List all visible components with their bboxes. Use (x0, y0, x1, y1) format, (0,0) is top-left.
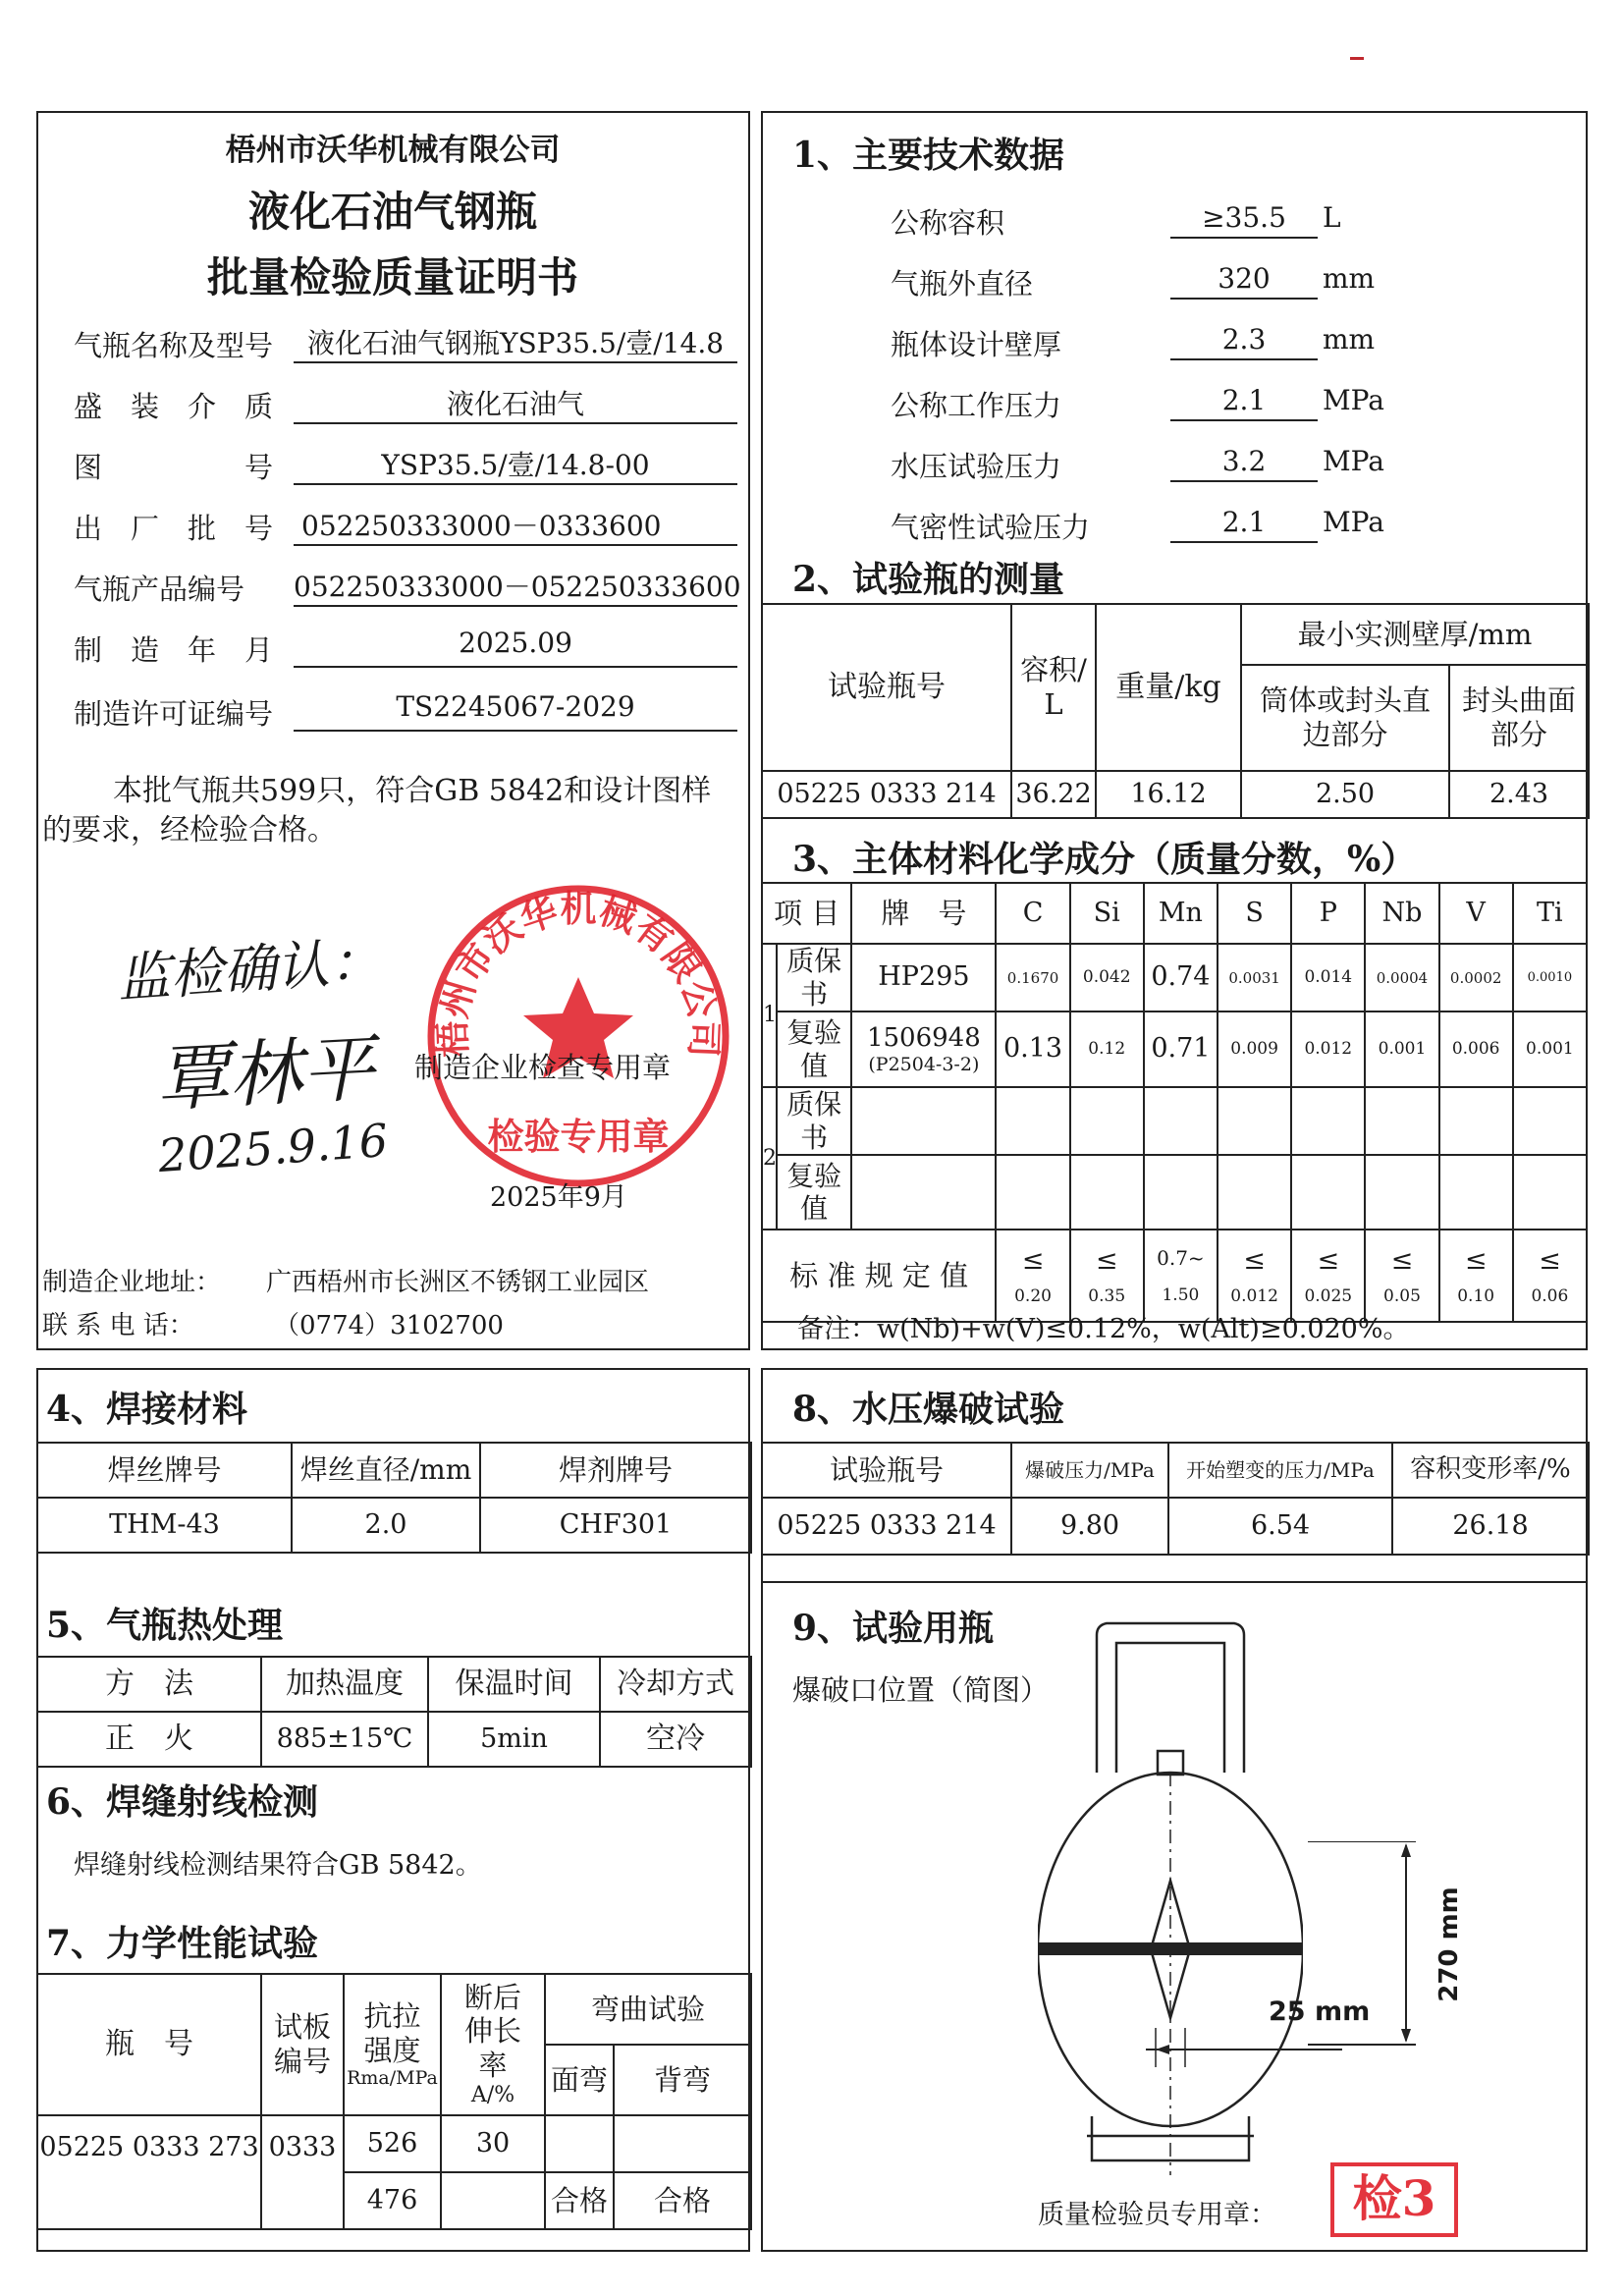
process-panel (36, 1368, 750, 2252)
chem-std-p-bottom: 0.025 (1304, 1286, 1353, 1307)
tech-unit-volume: L (1323, 201, 1341, 234)
chem-std-mn-top: 0.7~ (1157, 1246, 1205, 1271)
burst-header-deform: 容积变形率/% (1392, 1443, 1589, 1498)
chem-row-recheck-1: 复验值 (777, 1011, 851, 1087)
burst-section-title: 8、水压爆破试验 (792, 1389, 1065, 1430)
burst-value-deform: 26.18 (1392, 1498, 1589, 1555)
mech-header-back: 背弯 (614, 2045, 751, 2115)
chem-recheck1-grade-cell (851, 1011, 996, 1087)
mech-value-back-empty (614, 2115, 751, 2172)
burst-header-bottle: 试验瓶号 (762, 1443, 1011, 1498)
measure-table (761, 603, 1590, 819)
cylinder-diagram (1038, 1606, 1303, 2175)
tech-label-working-pressure: 公称工作压力 (891, 389, 1062, 422)
weld-section-title: 4、焊接材料 (46, 1389, 248, 1430)
measure-header-body: 筒体或封头直边部分 (1241, 665, 1449, 771)
chem-header-p: P (1291, 883, 1365, 944)
technical-panel (761, 111, 1588, 1350)
cert-title-1: 液化石油气钢瓶 (247, 188, 537, 236)
chem-cert1-v: 0.0002 (1439, 944, 1513, 1011)
measure-value-body: 2.50 (1241, 771, 1449, 818)
chem-std-p-top: ≤ (1317, 1244, 1340, 1276)
mech-value-tensile-1: 526 (344, 2115, 441, 2172)
chem-std-v-bottom: 0.10 (1457, 1286, 1495, 1307)
chem-cert2-empty (1218, 1087, 1291, 1155)
chem-recheck1-mn: 0.71 (1144, 1011, 1218, 1087)
field-value-license-no: TS2245067-2029 (294, 690, 737, 732)
heat-header-method: 方 法 (37, 1657, 261, 1712)
heat-header-cooling: 冷却方式 (600, 1657, 751, 1712)
address-value: 广西梧州市长洲区不锈钢工业园区 (266, 1268, 650, 1297)
mech-header-bottle: 瓶 号 (37, 1974, 261, 2115)
chem-std-c-top: ≤ (1021, 1244, 1045, 1276)
tech-value-working-pressure: 2.1 (1170, 384, 1318, 421)
field-value-manufacture-date: 2025.09 (294, 627, 737, 668)
heat-header-time: 保温时间 (428, 1657, 600, 1712)
chem-cert1-ti: 0.0010 (1513, 944, 1587, 1011)
test-panel (761, 1368, 1588, 2252)
field-value-drawing-no: YSP35.5/壹/14.8-00 (294, 444, 737, 485)
mech-header-plate: 试板编号 (261, 1974, 344, 2115)
chem-recheck1-c: 0.13 (996, 1011, 1069, 1087)
chem-header-c: C (996, 883, 1069, 944)
field-value-cylinder-model: 液化石油气钢瓶YSP35.5/壹/14.8 (294, 322, 737, 363)
chem-std-v (1439, 1230, 1513, 1322)
trial-subtitle: 爆破口位置（简图） (792, 1673, 1050, 1707)
mech-value-back: 合格 (614, 2172, 751, 2229)
chem-std-v-top: ≤ (1464, 1244, 1488, 1276)
certificate-panel (36, 111, 750, 1350)
chem-cert2-empty (1070, 1087, 1144, 1155)
mech-header-tensile-unit: Rma/MPa (347, 2067, 438, 2090)
field-value-medium: 液化石油气 (294, 383, 737, 424)
chem-std-ti-top: ≤ (1539, 1244, 1561, 1276)
tech-value-airtight-pressure: 2.1 (1170, 506, 1318, 543)
burst-value-bottle: 05225 0333 214 (762, 1498, 1011, 1555)
chem-std-ti-bottom: 0.06 (1531, 1286, 1569, 1307)
chem-recheck2-empty (1513, 1155, 1587, 1230)
chem-row-cert-1: 质保书 (777, 944, 851, 1011)
chem-recheck2-empty (1144, 1155, 1218, 1230)
chem-recheck1-v: 0.006 (1439, 1011, 1513, 1087)
chem-cert1-grade: HP295 (851, 944, 996, 1011)
burst-value-yield: 6.54 (1168, 1498, 1392, 1555)
weld-value-flux: CHF301 (480, 1498, 751, 1553)
chem-std-s-top: ≤ (1243, 1244, 1266, 1276)
mech-value-tensile-2: 476 (344, 2172, 441, 2229)
burst-header-pressure: 爆破压力/MPa (1011, 1443, 1168, 1498)
field-label-drawing-no: 图 号 (74, 451, 274, 484)
measure-value-volume: 36.22 (1011, 771, 1096, 818)
xray-result: 焊缝射线检测结果符合GB 5842。 (74, 1850, 482, 1881)
weld-seam-band (1038, 1942, 1303, 1955)
chem-header-mn: Mn (1144, 883, 1218, 944)
mech-header-tensile: 抗拉强度 (363, 1998, 421, 2067)
chem-cert2-empty (1439, 1087, 1513, 1155)
chem-recheck1-nb: 0.001 (1365, 1011, 1438, 1087)
tech-section-title: 1、主要技术数据 (792, 135, 1065, 176)
trial-section-title: 9、试验用瓶 (792, 1608, 995, 1649)
mech-value-elong: 30 (441, 2115, 545, 2172)
chem-header-grade: 牌 号 (851, 883, 996, 944)
signature-date: 2025.9.16 (156, 1113, 390, 1183)
tech-label-hydro-pressure: 水压试验压力 (891, 450, 1062, 483)
measure-header-min-wall: 最小实测壁厚/mm (1241, 604, 1589, 665)
inspector-label: 质量检验员专用章： (1038, 2200, 1276, 2230)
supervision-label: 监检确认： (115, 929, 385, 1011)
chem-recheck1-s: 0.009 (1218, 1011, 1291, 1087)
dimension-horizontal-arrow (1146, 2038, 1342, 2067)
mech-value-plate: 0333 (261, 2115, 344, 2229)
scan-mark (1350, 57, 1364, 60)
heat-header-temp: 加热温度 (261, 1657, 428, 1712)
weld-header-wire: 焊丝牌号 (37, 1443, 292, 1498)
chem-cert2-empty (1513, 1087, 1587, 1155)
chem-recheck2-empty (1439, 1155, 1513, 1230)
chem-cert2-empty (996, 1087, 1069, 1155)
chem-cert2-empty (1144, 1087, 1218, 1155)
statement-line-2: 的要求，经检验合格。 (42, 813, 337, 847)
field-label-cylinder-model: 气瓶名称及型号 (74, 329, 274, 362)
chem-recheck1-ti: 0.001 (1513, 1011, 1587, 1087)
chem-header-s: S (1218, 883, 1291, 944)
field-label-manufacture-date: 制 造 年 月 (74, 633, 274, 667)
heat-value-temp: 885±15℃ (261, 1712, 428, 1767)
tech-unit-wall-thickness: mm (1323, 323, 1376, 355)
chem-cert2-empty (1365, 1087, 1438, 1155)
heat-section-title: 5、气瓶热处理 (46, 1605, 284, 1646)
chem-note: 备注：w(Nb)+w(V)≤0.12%，w(Alt)≥0.020%。 (797, 1314, 1410, 1344)
chem-header-v: V (1439, 883, 1513, 944)
mech-value-face-empty (545, 2115, 614, 2172)
mech-value-bottle: 05225 0333 273 (37, 2115, 261, 2229)
issue-date: 2025年9月 (490, 1182, 627, 1213)
weld-table (36, 1442, 752, 1554)
heat-value-method: 正 火 (37, 1712, 261, 1767)
tech-unit-working-pressure: MPa (1323, 384, 1384, 416)
chem-std-nb-bottom: 0.05 (1383, 1286, 1421, 1307)
heat-value-time: 5min (428, 1712, 600, 1767)
chem-cert1-si: 0.042 (1070, 944, 1144, 1011)
chem-group-1: 1 (762, 944, 777, 1087)
heat-table (36, 1656, 752, 1768)
chem-recheck1-grade-sub: (P2504-3-2) (868, 1053, 980, 1075)
tech-label-wall-thickness: 瓶体设计壁厚 (891, 328, 1062, 361)
supervisor-signature: 覃林平 (154, 1026, 377, 1122)
field-label-product-no: 气瓶产品编号 (74, 573, 245, 606)
field-value-batch-no: 052250333000－0333600 (294, 505, 737, 546)
tech-value-diameter: 320 (1170, 262, 1318, 300)
measure-header-weight: 重量/kg (1096, 604, 1241, 771)
chem-recheck2-empty (1218, 1155, 1291, 1230)
statement-line-1: 本批气瓶共599只，符合GB 5842和设计图样 (113, 774, 712, 808)
burst-table (761, 1442, 1590, 1556)
chem-header-nb: Nb (1365, 883, 1438, 944)
chem-cert2-empty (1291, 1087, 1365, 1155)
chem-std-si-top: ≤ (1095, 1244, 1118, 1276)
inspector-stamp-text: 检3 (1352, 2169, 1436, 2227)
field-label-license-no: 制造许可证编号 (74, 697, 274, 731)
chem-cert2-grade (851, 1087, 996, 1155)
chem-recheck1-p: 0.012 (1291, 1011, 1365, 1087)
mech-header-elong: 断后伸长率 (463, 1980, 521, 2083)
tech-label-diameter: 气瓶外直径 (891, 267, 1034, 301)
phone-label: 联 系 电 话： (42, 1311, 194, 1340)
tech-label-volume: 公称容积 (891, 206, 1005, 240)
dimension-horizontal-label: 25 mm (1269, 1996, 1371, 2027)
chem-cert1-mn: 0.74 (1144, 944, 1218, 1011)
chem-cert1-p: 0.014 (1291, 944, 1365, 1011)
measure-header-bottle: 试验瓶号 (762, 604, 1011, 771)
measure-section-title: 2、试验瓶的测量 (792, 559, 1065, 600)
chem-std-nb-top: ≤ (1390, 1244, 1414, 1276)
tech-value-wall-thickness: 2.3 (1170, 323, 1318, 360)
measure-header-head: 封头曲面部分 (1449, 665, 1589, 771)
burst-header-yield: 开始塑变的压力/MPa (1168, 1443, 1392, 1498)
mech-table (36, 1973, 752, 2230)
chem-recheck2-empty (996, 1155, 1069, 1230)
chem-cert1-s: 0.0031 (1218, 944, 1291, 1011)
tech-value-volume: ≥35.5 (1170, 201, 1318, 239)
tech-label-airtight-pressure: 气密性试验压力 (891, 511, 1091, 544)
chem-table (761, 882, 1588, 1323)
chem-std-ti (1513, 1230, 1587, 1322)
chem-header-ti: Ti (1513, 883, 1587, 944)
mech-value-elong-2 (441, 2172, 545, 2229)
measure-value-bottle: 05225 0333 214 (762, 771, 1011, 818)
mech-header-tensile-cell (344, 1974, 441, 2115)
chem-std-si-bottom: 0.35 (1088, 1286, 1126, 1307)
tech-value-hydro-pressure: 3.2 (1170, 445, 1318, 482)
chem-recheck1-grade: 1506948 (866, 1022, 981, 1053)
field-label-medium: 盛 装 介 质 (74, 390, 274, 423)
seal-ring-text: 梧州市沃华机械有限公司 (430, 887, 727, 1059)
measure-value-head: 2.43 (1449, 771, 1589, 818)
mech-header-bend: 弯曲试验 (545, 1974, 751, 2045)
mech-value-face: 合格 (545, 2172, 614, 2229)
chem-cert1-nb: 0.0004 (1365, 944, 1438, 1011)
chem-std-s-bottom: 0.012 (1230, 1286, 1278, 1307)
weld-value-wire: THM-43 (37, 1498, 292, 1553)
chem-cert1-c: 0.1670 (996, 944, 1069, 1011)
chem-header-si: Si (1070, 883, 1144, 944)
company-seal (421, 879, 735, 1193)
heat-value-cooling: 空冷 (600, 1712, 751, 1767)
chem-section-title: 3、主体材料化学成分（质量分数，%） (792, 839, 1417, 880)
address-label: 制造企业地址： (42, 1268, 222, 1297)
cert-title-2: 批量检验质量证明书 (206, 253, 578, 301)
chem-recheck2-empty (1070, 1155, 1144, 1230)
phone-value: （0774）3102700 (274, 1311, 504, 1340)
weld-header-diameter: 焊丝直径/mm (292, 1443, 480, 1498)
field-label-batch-no: 出 厂 批 号 (74, 512, 274, 545)
chem-header-item: 项 目 (762, 883, 851, 944)
chem-recheck2-empty (1365, 1155, 1438, 1230)
chem-row-recheck-2: 复验值 (777, 1155, 851, 1230)
tech-unit-diameter: mm (1323, 262, 1376, 295)
tech-unit-hydro-pressure: MPa (1323, 445, 1384, 477)
inspector-stamp (1330, 2162, 1458, 2237)
measure-header-volume: 容积/L (1011, 604, 1096, 771)
tech-unit-airtight-pressure: MPa (1323, 506, 1384, 538)
chem-row-cert-2: 质保书 (777, 1087, 851, 1155)
mech-header-face: 面弯 (545, 2045, 614, 2115)
seal-center-text: 检验专用章 (487, 1115, 670, 1158)
dimension-vertical-label: 270 mm (1434, 1886, 1464, 2002)
chem-group-2: 2 (762, 1087, 777, 1230)
weld-value-diameter: 2.0 (292, 1498, 480, 1553)
burst-divider (763, 1581, 1586, 1583)
chem-standard-label: 标 准 规 定 值 (762, 1230, 996, 1322)
cylinder-valve (1158, 1751, 1183, 1775)
measure-value-weight: 16.12 (1096, 771, 1241, 818)
mech-section-title: 7、力学性能试验 (46, 1923, 319, 1964)
mech-header-elong-unit: A/% (470, 2083, 515, 2107)
chem-std-mn-bottom: 1.50 (1162, 1285, 1200, 1306)
chem-recheck1-si: 0.12 (1070, 1011, 1144, 1087)
chem-recheck2-grade (851, 1155, 996, 1230)
seal-caption: 制造企业检查专用章 (414, 1051, 672, 1084)
chem-recheck2-empty (1291, 1155, 1365, 1230)
weld-header-flux: 焊剂牌号 (480, 1443, 751, 1498)
chem-std-c-bottom: 0.20 (1014, 1286, 1052, 1307)
mech-header-elong-cell (441, 1974, 545, 2115)
field-value-product-no: 052250333000－052250333600 (294, 566, 737, 607)
company-name: 梧州市沃华机械有限公司 (225, 133, 561, 168)
xray-section-title: 6、焊缝射线检测 (46, 1781, 319, 1823)
burst-value-pressure: 9.80 (1011, 1498, 1168, 1555)
